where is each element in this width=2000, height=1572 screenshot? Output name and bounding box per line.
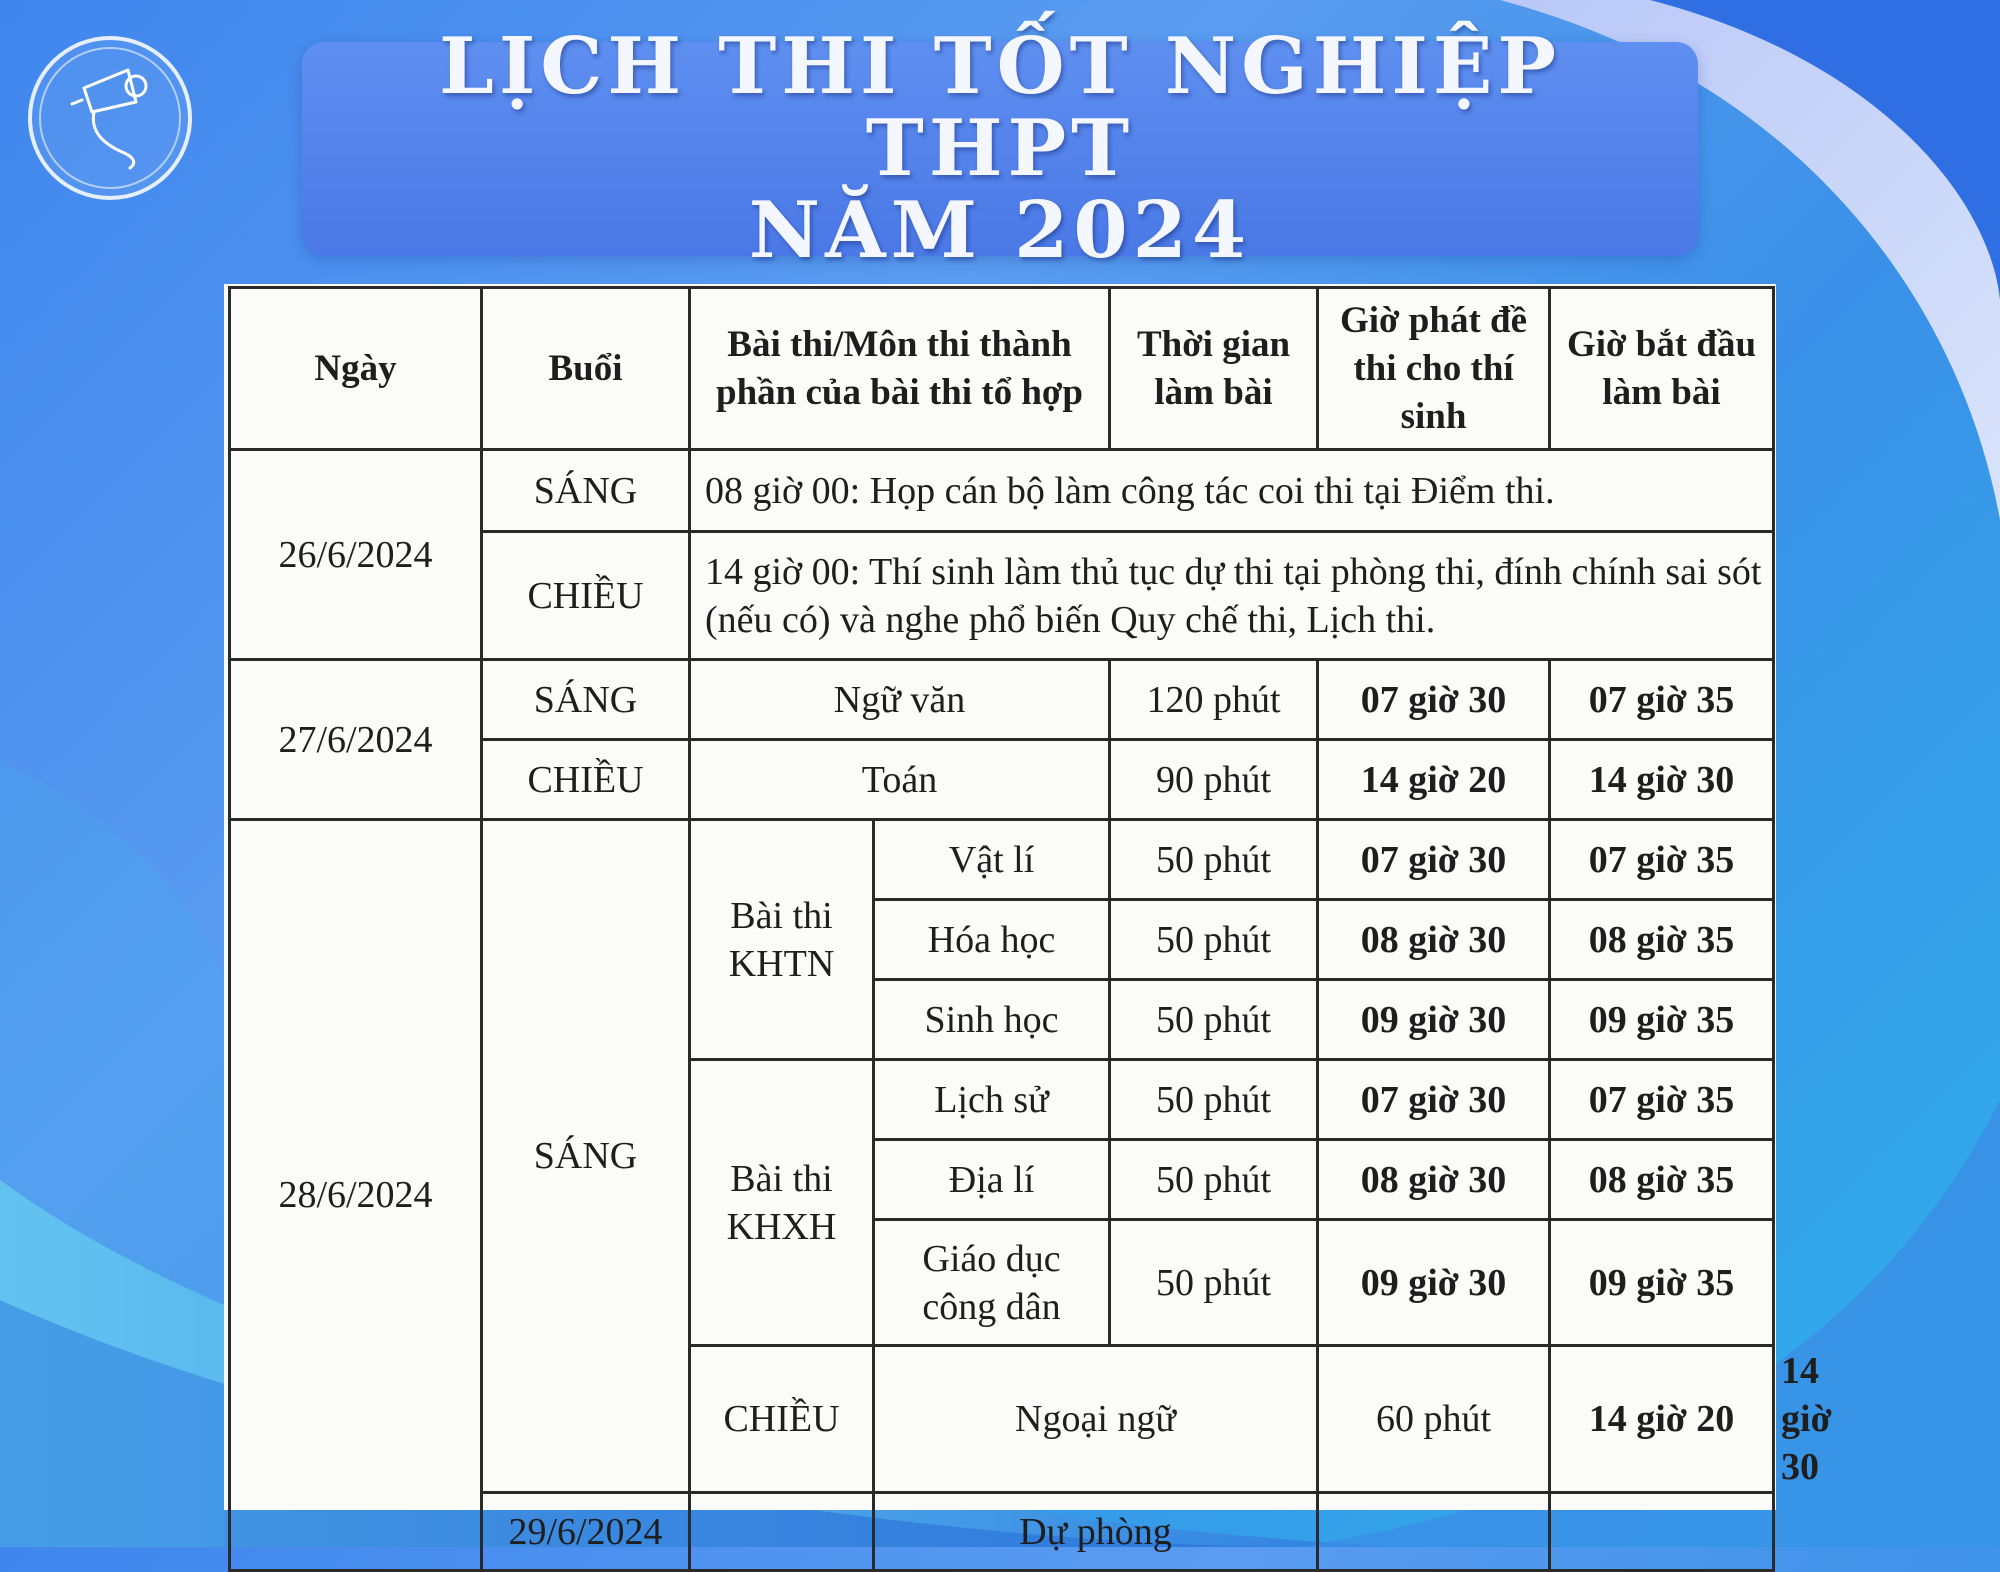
duration-cell xyxy=(1318,1493,1550,1571)
session-cell: SÁNG xyxy=(482,660,690,740)
distribute-time-cell: 14 giờ 20 xyxy=(1318,740,1550,820)
session-cell: CHIỀU xyxy=(482,740,690,820)
header-ngay: Ngày xyxy=(230,288,482,450)
page-title-line1: LỊCH THI TỐT NGHIỆP THPT xyxy=(438,21,1562,194)
header-bai-thi: Bài thi/Môn thi thành phần của bài thi tổ hợp xyxy=(690,288,1110,450)
distribute-time-cell: 08 giờ 30 xyxy=(1318,1140,1550,1220)
subject-cell: Lịch sử xyxy=(874,1060,1110,1140)
duration-cell: 90 phút xyxy=(1110,740,1318,820)
distribute-time-cell xyxy=(1550,1493,1774,1571)
header-gio-bat-dau: Giờ bắt đầu làm bài xyxy=(1550,288,1774,450)
start-time-cell: 09 giờ 35 xyxy=(1550,1220,1774,1346)
date-cell: 29/6/2024 xyxy=(482,1493,690,1571)
duration-cell: 60 phút xyxy=(1318,1346,1550,1493)
note-cell: 08 giờ 00: Họp cán bộ làm công tác coi thi tại Điểm thi. xyxy=(690,450,1774,532)
duration-cell: 50 phút xyxy=(1110,900,1318,980)
title-banner xyxy=(302,21,1698,276)
group-cell-khtn: Bài thi KHTN xyxy=(690,820,874,1060)
start-time-cell: 09 giờ 35 xyxy=(1550,980,1774,1060)
duration-cell: 50 phút xyxy=(1110,820,1318,900)
session-cell: CHIỀU xyxy=(482,532,690,660)
subject-cell: Hóa học xyxy=(874,900,1110,980)
exam-schedule-table xyxy=(228,286,1775,1572)
header-buoi: Buổi xyxy=(482,288,690,450)
date-cell: 28/6/2024 xyxy=(230,820,482,1571)
distribute-time-cell: 07 giờ 30 xyxy=(1318,1060,1550,1140)
subject-cell: Địa lí xyxy=(874,1140,1110,1220)
subject-cell: Sinh học xyxy=(874,980,1110,1060)
session-cell: CHIỀU xyxy=(690,1346,874,1493)
schedule-sheet xyxy=(224,284,1776,1553)
distribute-time-cell: 14 giờ 20 xyxy=(1550,1346,1774,1493)
start-time-cell: 07 giờ 35 xyxy=(1550,1060,1774,1140)
distribute-time-cell: 09 giờ 30 xyxy=(1318,980,1550,1060)
subject-cell: Toán xyxy=(690,740,1110,820)
date-cell: 26/6/2024 xyxy=(230,450,482,660)
subject-cell: Dự phòng xyxy=(874,1493,1318,1571)
start-time-cell: 08 giờ 35 xyxy=(1550,900,1774,980)
start-time-cell: 07 giờ 35 xyxy=(1550,820,1774,900)
distribute-time-cell: 07 giờ 30 xyxy=(1318,820,1550,900)
megaphone-logo-icon xyxy=(28,36,192,200)
subject-cell: Giáo dục công dân xyxy=(874,1220,1110,1346)
table-row xyxy=(230,450,1774,532)
page-title-line2: NĂM 2024 xyxy=(748,185,1252,276)
note-cell: 14 giờ 00: Thí sinh làm thủ tục dự thi tại phòng thi, đính chính sai sót (nếu có) và nghe phổ biến Quy chế thi, Lịch thi. xyxy=(690,532,1774,660)
subject-cell: Ngữ văn xyxy=(690,660,1110,740)
group-cell-khxh: Bài thi KHXH xyxy=(690,1060,874,1346)
session-cell xyxy=(690,1493,874,1571)
distribute-time-cell: 09 giờ 30 xyxy=(1318,1220,1550,1346)
distribute-time-cell: 07 giờ 30 xyxy=(1318,660,1550,740)
session-cell: SÁNG xyxy=(482,450,690,532)
duration-cell: 50 phút xyxy=(1110,980,1318,1060)
subject-cell: Ngoại ngữ xyxy=(874,1346,1318,1493)
header-thoi-gian: Thời gian làm bài xyxy=(1110,288,1318,450)
start-time-cell: 14 giờ 30 xyxy=(1550,740,1774,820)
distribute-time-cell: 08 giờ 30 xyxy=(1318,900,1550,980)
duration-cell: 50 phút xyxy=(1110,1220,1318,1346)
table-header-row xyxy=(230,288,1774,450)
duration-cell: 50 phút xyxy=(1110,1060,1318,1140)
subject-cell: Vật lí xyxy=(874,820,1110,900)
start-time-cell: 07 giờ 35 xyxy=(1550,660,1774,740)
start-time-cell: 08 giờ 35 xyxy=(1550,1140,1774,1220)
header-gio-phat-de: Giờ phát đề thi cho thí sinh xyxy=(1318,288,1550,450)
date-cell: 27/6/2024 xyxy=(230,660,482,820)
duration-cell: 50 phút xyxy=(1110,1140,1318,1220)
session-cell: SÁNG xyxy=(482,820,690,1493)
table-row xyxy=(230,820,1774,900)
duration-cell: 120 phút xyxy=(1110,660,1318,740)
table-row xyxy=(230,660,1774,740)
